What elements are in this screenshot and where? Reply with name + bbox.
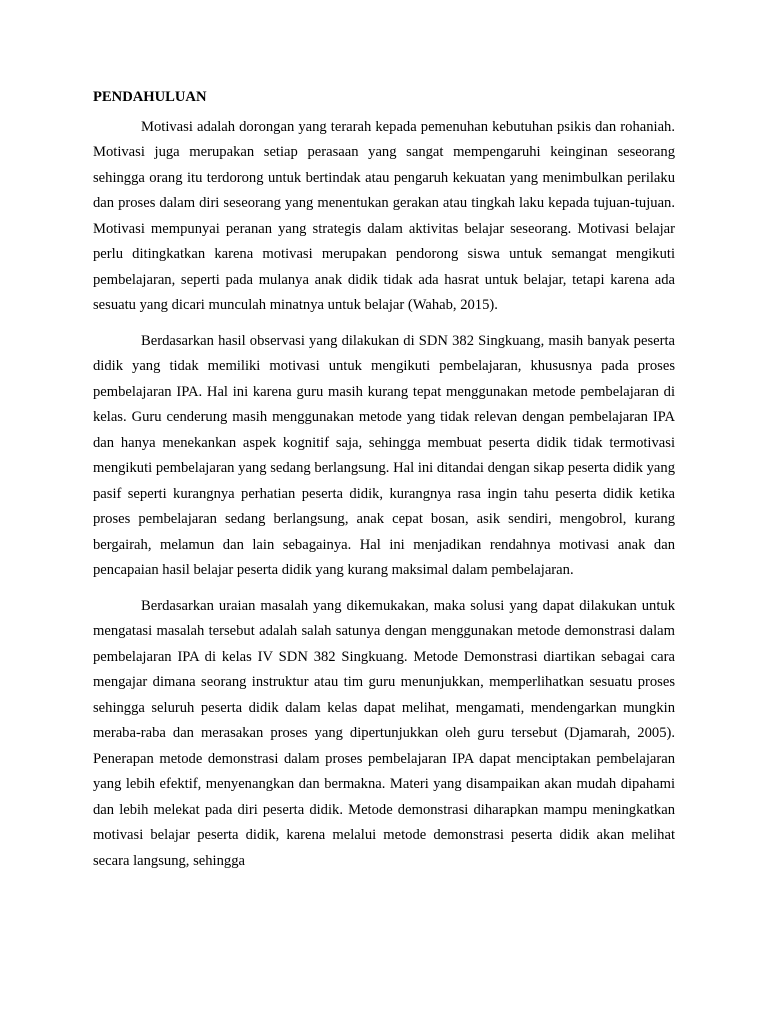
paragraph-2: Berdasarkan hasil observasi yang dilakukan di SDN 382 Singkuang, masih banyak peserta didik yang tidak memiliki motivasi untuk mengikuti pembelajaran, khususnya pada proses pembelajaran IPA. Hal ini karena guru masih kurang tepat menggunakan metode pembelajaran di kelas. Guru cenderung masih menggunakan metode yang tidak relevan dengan pembelajaran IPA dan hanya menekankan aspek kognitif saja, sehingga membuat peserta didik tidak termotivasi mengikuti pembelajaran yang sedang berlangsung. Hal ini ditandai dengan sikap peserta didik yang pasif seperti kurangnya perhatian peserta didik, kurangnya rasa ingin tahu peserta didik ketika proses pembelajaran sedang berlangsung, anak cepat bosan, asik sendiri, mengobrol, kurang bergairah, melamun dan lain sebagainya. Hal ini menjadikan rendahnya motivasi anak dan pencapaian hasil belajar peserta didik yang kurang maksimal dalam pembelajaran. bbox=[93, 332, 675, 578]
paragraph-1: Motivasi adalah dorongan yang terarah kepada pemenuhan kebutuhan psikis dan rohaniah. Motivasi juga merupakan setiap perasaan yang sangat mempengaruhi keinginan seseorang sehingga orang itu terdorong untuk bertindak atau pengaruh kekuatan yang menimbulkan perilaku dan proses dalam diri seseorang yang menentukan gerakan atau tingkah laku kepada tujuan-tujuan. Motivasi mempunyai peranan yang strategis dalam aktivitas belajar seseorang. Motivasi belajar perlu ditingkatkan karena motivasi merupakan pendorong siswa untuk semangat mengikuti pembelajaran, seperti pada mulanya anak didik tidak ada hasrat untuk belajar, tetapi karena ada sesuatu yang dicari munculah minatnya untuk belajar (Wahab, 2015). bbox=[93, 118, 675, 313]
paragraph-3: Berdasarkan uraian masalah yang dikemukakan, maka solusi yang dapat dilakukan untuk mengatasi masalah tersebut adalah salah satunya dengan menggunakan metode demonstrasi dalam pembelajaran IPA di kelas IV SDN 382 Singkuang. Metode Demonstrasi diartikan sebagai cara mengajar dimana seorang instruktur atau tim guru menunjukkan, memperlihatkan sesuatu proses sehingga seluruh peserta didik dalam kelas dapat melihat, mengamati, mendengarkan mungkin meraba-raba dan merasakan proses yang dipertunjukkan oleh guru tersebut (Djamarah, 2005). Penerapan metode demonstrasi dalam proses pembelajaran IPA dapat menciptakan pembelajaran yang lebih efektif, menyenangkan dan bermakna. Materi yang disampaikan akan mudah dipahami dan lebih melekat pada diri peserta didik. Metode demonstrasi diharapkan mampu meningkatkan motivasi belajar peserta didik, karena melalui metode demonstrasi peserta didik akan melihat secara langsung, sehingga bbox=[93, 597, 675, 869]
document-body bbox=[93, 85, 675, 874]
section-heading: PENDAHULUAN bbox=[93, 89, 207, 105]
